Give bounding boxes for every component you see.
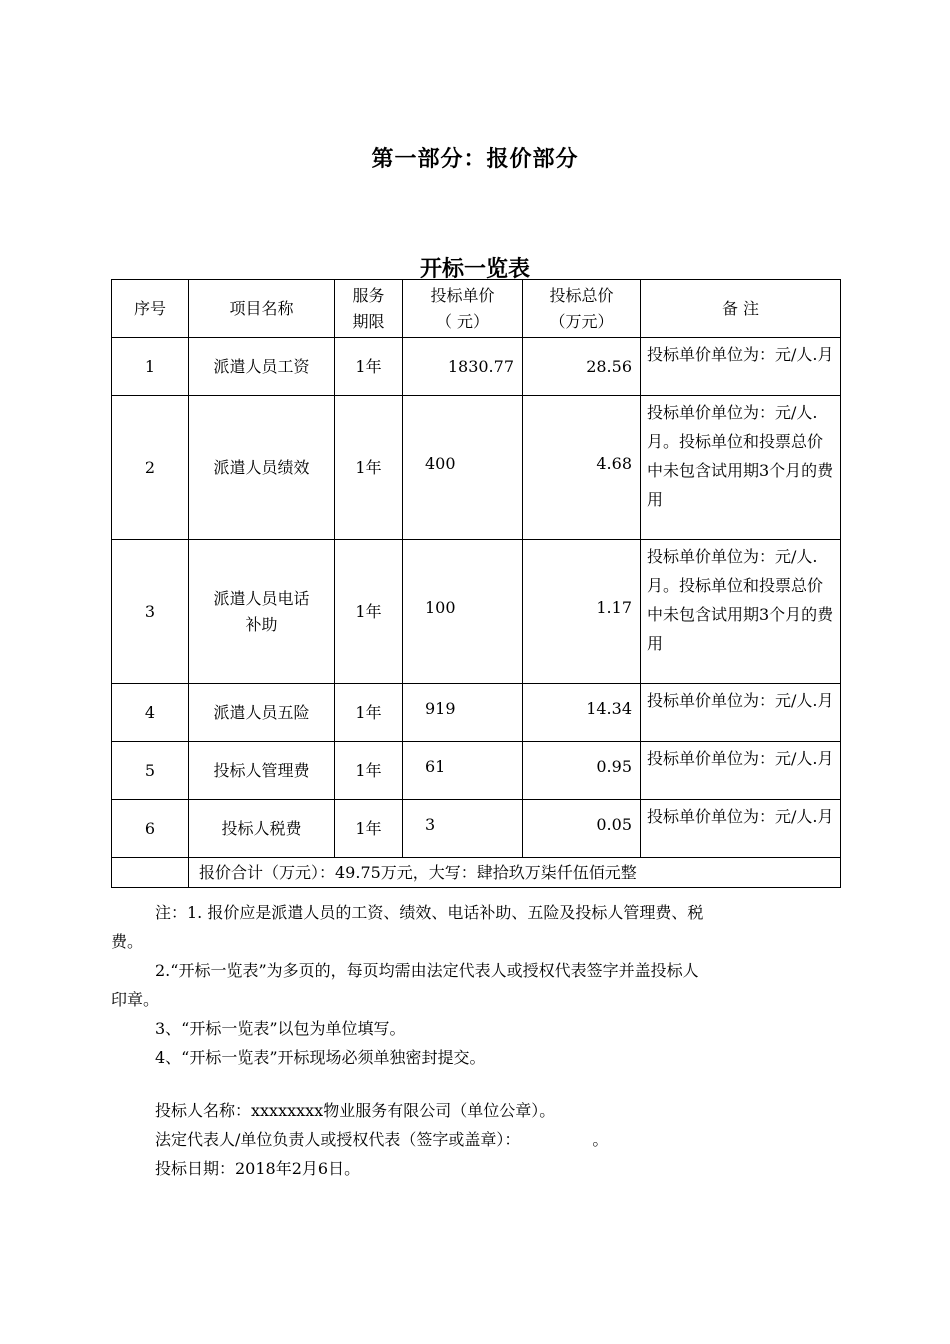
header-unit-price: 投标单价 （ 元） (403, 280, 523, 338)
table-row (112, 684, 841, 742)
row-remark: 投标单价单位为：元/人.月。投标单位和投票总价中未包含试用期3个月的费用 (641, 396, 841, 540)
bidder-name: 投标人名称：xxxxxxxx物业服务有限公司（单位公章）。 (155, 1101, 556, 1120)
total-summary: 报价合计（万元）：49.75万元，大写：肆拾玖万柒仟伍佰元整 (189, 858, 841, 888)
note-2: 2.“开标一览表”为多页的，每页均需由法定代表人或授权代表签字并盖投标人 (155, 961, 699, 980)
row-total: 28.56 (523, 338, 641, 396)
signature-section (155, 1096, 835, 1183)
row-period: 1年 (335, 338, 403, 396)
total-row-blank (112, 858, 189, 888)
note-4: 4、“开标一览表”开标现场必须单独密封提交。 (155, 1048, 486, 1067)
table-row (112, 800, 841, 858)
table-row (112, 540, 841, 684)
notes-section (111, 898, 840, 1072)
row-seq: 2 (112, 396, 189, 540)
row-seq: 5 (112, 742, 189, 800)
row-unit-price: 919 (403, 684, 523, 742)
row-unit-price: 1830.77 (403, 338, 523, 396)
note-3: 3、“开标一览表”以包为单位填写。 (155, 1019, 406, 1038)
row-unit-price: 400 (403, 396, 523, 540)
row-seq: 6 (112, 800, 189, 858)
row-remark: 投标单价单位为：元/人.月 (641, 742, 841, 800)
row-name: 派遣人员五险 (189, 684, 335, 742)
row-remark: 投标单价单位为：元/人.月 (641, 338, 841, 396)
bid-date: 投标日期：2018年2月6日。 (155, 1159, 361, 1178)
table-row (112, 338, 841, 396)
total-row (112, 858, 841, 888)
table-row (112, 742, 841, 800)
table-title: 开标一览表 (419, 257, 530, 282)
table-header-row (112, 280, 841, 338)
header-total-price: 投标总价 （万元） (523, 280, 641, 338)
row-unit-price: 3 (403, 800, 523, 858)
row-name: 投标人税费 (189, 800, 335, 858)
note-1-cont: 费。 (111, 932, 144, 951)
row-unit-price: 100 (403, 540, 523, 684)
header-remark: 备 注 (641, 280, 841, 338)
row-seq: 3 (112, 540, 189, 684)
row-total: 0.05 (523, 800, 641, 858)
row-name: 投标人管理费 (189, 742, 335, 800)
row-period: 1年 (335, 742, 403, 800)
note-1: 注：1. 报价应是派遣人员的工资、绩效、电话补助、五险及投标人管理费、税 (155, 903, 704, 922)
bid-summary-table (111, 279, 841, 888)
row-total: 4.68 (523, 396, 641, 540)
page-title: 第一部分：报价部分 (371, 147, 579, 172)
row-remark: 投标单价单位为：元/人.月 (641, 800, 841, 858)
row-name: 派遣人员工资 (189, 338, 335, 396)
row-total: 14.34 (523, 684, 641, 742)
header-name: 项目名称 (189, 280, 335, 338)
row-seq: 4 (112, 684, 189, 742)
row-seq: 1 (112, 338, 189, 396)
row-period: 1年 (335, 684, 403, 742)
table-row (112, 396, 841, 540)
row-period: 1年 (335, 540, 403, 684)
representative-line: 法定代表人/单位负责人或授权代表（签字或盖章）： 。 (155, 1130, 609, 1149)
row-total: 1.17 (523, 540, 641, 684)
row-remark: 投标单价单位为：元/人.月。投标单位和投票总价中未包含试用期3个月的费用 (641, 540, 841, 684)
row-unit-price: 61 (403, 742, 523, 800)
row-total: 0.95 (523, 742, 641, 800)
row-name: 派遣人员绩效 (189, 396, 335, 540)
header-seq: 序号 (112, 280, 189, 338)
row-period: 1年 (335, 800, 403, 858)
row-name: 派遣人员电话 补助 (189, 540, 335, 684)
note-2-cont: 印章。 (111, 990, 160, 1009)
header-period: 服务 期限 (335, 280, 403, 338)
row-period: 1年 (335, 396, 403, 540)
row-remark: 投标单价单位为：元/人.月 (641, 684, 841, 742)
